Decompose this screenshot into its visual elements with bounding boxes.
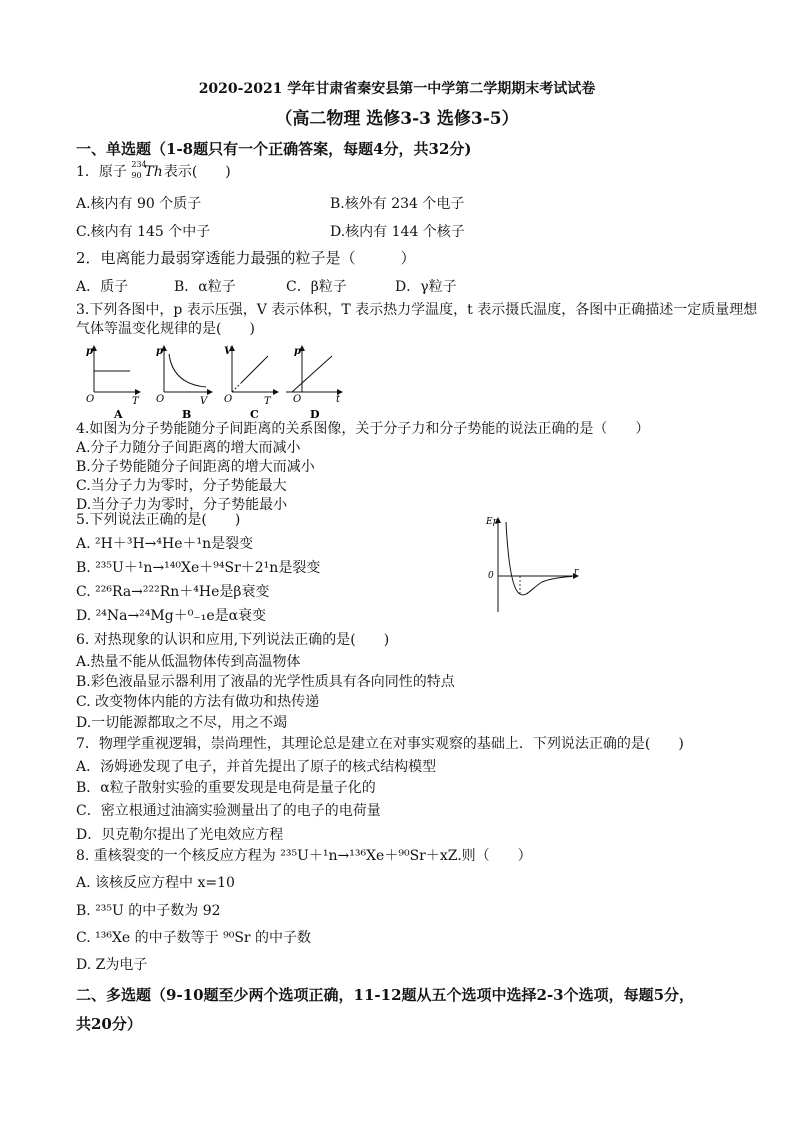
q1-option-b: B.核外有 234 个电子	[330, 196, 465, 212]
q4-graph	[484, 512, 584, 616]
q3-graph-a-x: T	[132, 396, 139, 407]
q1-nuclide-mass: 234	[131, 160, 147, 169]
q6-option-b: B.彩色液晶显示器利用了液晶的光学性质具有各向同性的特点	[76, 674, 455, 690]
q3-graph-c-label: C	[250, 408, 259, 421]
q5-option-b: B. ²³⁵U＋¹n→¹⁴⁰Xe＋⁹⁴Sr＋2¹n是裂变	[76, 560, 321, 576]
q3-graph-b-label: B	[182, 408, 192, 421]
q8-option-b: B. ²³⁵U 的中子数为 92	[76, 903, 221, 919]
q5-option-a: A. ²H＋³H→⁴He＋¹n是裂变	[76, 536, 254, 552]
q7-option-c: C．密立根通过油滴实验测量出了的电子的电荷量	[76, 803, 381, 819]
q2-option-b: B．α粒子	[174, 279, 236, 295]
q3-graph-a-origin: O	[86, 394, 95, 405]
q1-nuclide	[131, 160, 163, 182]
q1-stem-post: 表示( )	[163, 164, 231, 180]
q5-option-c: C. ²²⁶Ra→²²²Rn＋⁴He是β衰变	[76, 584, 270, 600]
q3-graph-d	[286, 346, 342, 421]
q3-graph-c-origin: O	[224, 394, 233, 405]
q3-graph-d-x: t	[336, 394, 341, 405]
q3-graphs	[80, 340, 350, 422]
q2-option-a: A．质子	[76, 279, 129, 295]
q4-graph-x: r	[574, 567, 579, 577]
q6-option-a: A.热量不能从低温物体传到高温物体	[76, 654, 301, 670]
q2-stem: 2．电离能力最弱穿透能力最强的粒子是（ ）	[76, 249, 416, 267]
q7-option-b: B．α粒子散射实验的重要发现是电荷是量子化的	[76, 780, 376, 796]
q8-option-c: C. ¹³⁶Xe 的中子数等于 ⁹⁰Sr 的中子数	[76, 930, 312, 946]
q1-option-d: D.核内有 144 个核子	[330, 224, 465, 240]
q3-graph-b	[156, 346, 212, 421]
q8-stem: 8. 重核裂变的一个核反应方程为 ²³⁵U＋¹n→¹³⁶Xe＋⁹⁰Sr＋xZ.则（ ）	[76, 848, 532, 864]
q3-stem-line2: 气体等温变化规律的是( )	[76, 321, 255, 337]
q3-graph-c	[224, 346, 278, 421]
q3-stem-line1: 3.下列各图中，p 表示压强，V 表示体积，T 表示热力学温度，t 表示摄氏温度，各图中正确描述一定质量理想	[76, 302, 758, 318]
q8-option-d: D. Z为电子	[76, 957, 148, 973]
exam-title: 2020-2021 学年甘肃省秦安县第一中学第二学期期末考试试卷	[198, 81, 596, 97]
q7-option-a: A．汤姆逊发现了电子，并首先提出了原子的核式结构模型	[76, 759, 437, 775]
q3-graph-a-label: A	[114, 408, 123, 421]
q3-graph-d-origin: O	[293, 394, 302, 405]
q6-option-d: D.一切能源都取之不尽，用之不竭	[76, 715, 288, 731]
q2-option-c: C．β粒子	[286, 279, 347, 295]
q3-graph-b-y: p	[156, 346, 163, 357]
section-1-heading: 一、单选题（1-8题只有一个正确答案，每题4分，共32分)	[76, 140, 472, 158]
q7-option-d: D．贝克勒尔提出了光电效应方程	[76, 827, 284, 843]
q6-option-c: C. 改变物体内能的方法有做功和热传递	[76, 694, 320, 710]
q1-stem-pre: 1．原子	[76, 164, 127, 180]
q1-option-c: C.核内有 145 个中子	[76, 224, 211, 240]
q5-option-d: D. ²⁴Na→²⁴Mg＋⁰₋₁e是α衰变	[76, 608, 267, 624]
q4-option-d: D.当分子力为零时，分子势能最小	[76, 497, 288, 513]
q4-graph-origin: 0	[488, 571, 494, 581]
q3-graph-a	[86, 346, 140, 421]
q3-graph-b-origin: O	[156, 394, 165, 405]
q4-option-c: C.当分子力为零时，分子势能最大	[76, 478, 287, 494]
q3-graph-d-label: D	[310, 408, 320, 421]
q4-graph-y: Ep	[486, 517, 499, 527]
q1-stem	[76, 162, 231, 182]
q6-stem: 6. 对热现象的认识和应用,下列说法正确的是( )	[76, 632, 390, 648]
q7-stem: 7．物理学重视逻辑，崇尚理性，其理论总是建立在对事实观察的基础上．下列说法正确的是( )	[76, 736, 684, 752]
exam-subtitle: （高二物理 选修3-3 选修3-5）	[275, 109, 519, 129]
q3-graph-b-x: V	[200, 396, 208, 407]
q3-graph-c-x: T	[264, 396, 271, 407]
q1-nuclide-symbol: Th	[144, 164, 163, 180]
q1-option-a: A.核内有 90 个质子	[76, 196, 202, 212]
section-2-heading-line2: 共20分）	[76, 1015, 142, 1033]
q3-graph-d-y: p	[294, 346, 301, 357]
section-2-heading-line1: 二、多选题（9-10题至少两个选项正确，11-12题从五个选项中选择2-3个选项，每题5分，	[76, 986, 695, 1004]
q3-graph-a-y: p	[86, 346, 93, 357]
q4-option-b: B.分子势能随分子间距离的增大而减小	[76, 459, 315, 475]
q4-option-a: A.分子力随分子间距离的增大而减小	[76, 440, 301, 456]
q5-stem: 5.下列说法正确的是( )	[76, 512, 241, 528]
q1-nuclide-atomic: 90	[131, 171, 142, 180]
q8-option-a: A. 该核反应方程中 x=10	[76, 875, 235, 891]
q4-stem: 4.如图为分子势能随分子间距离的关系图像，关于分子力和分子势能的说法正确的是（ ）	[76, 421, 650, 437]
q2-option-d: D．γ粒子	[395, 279, 457, 295]
q3-graph-c-y: V	[224, 346, 232, 357]
